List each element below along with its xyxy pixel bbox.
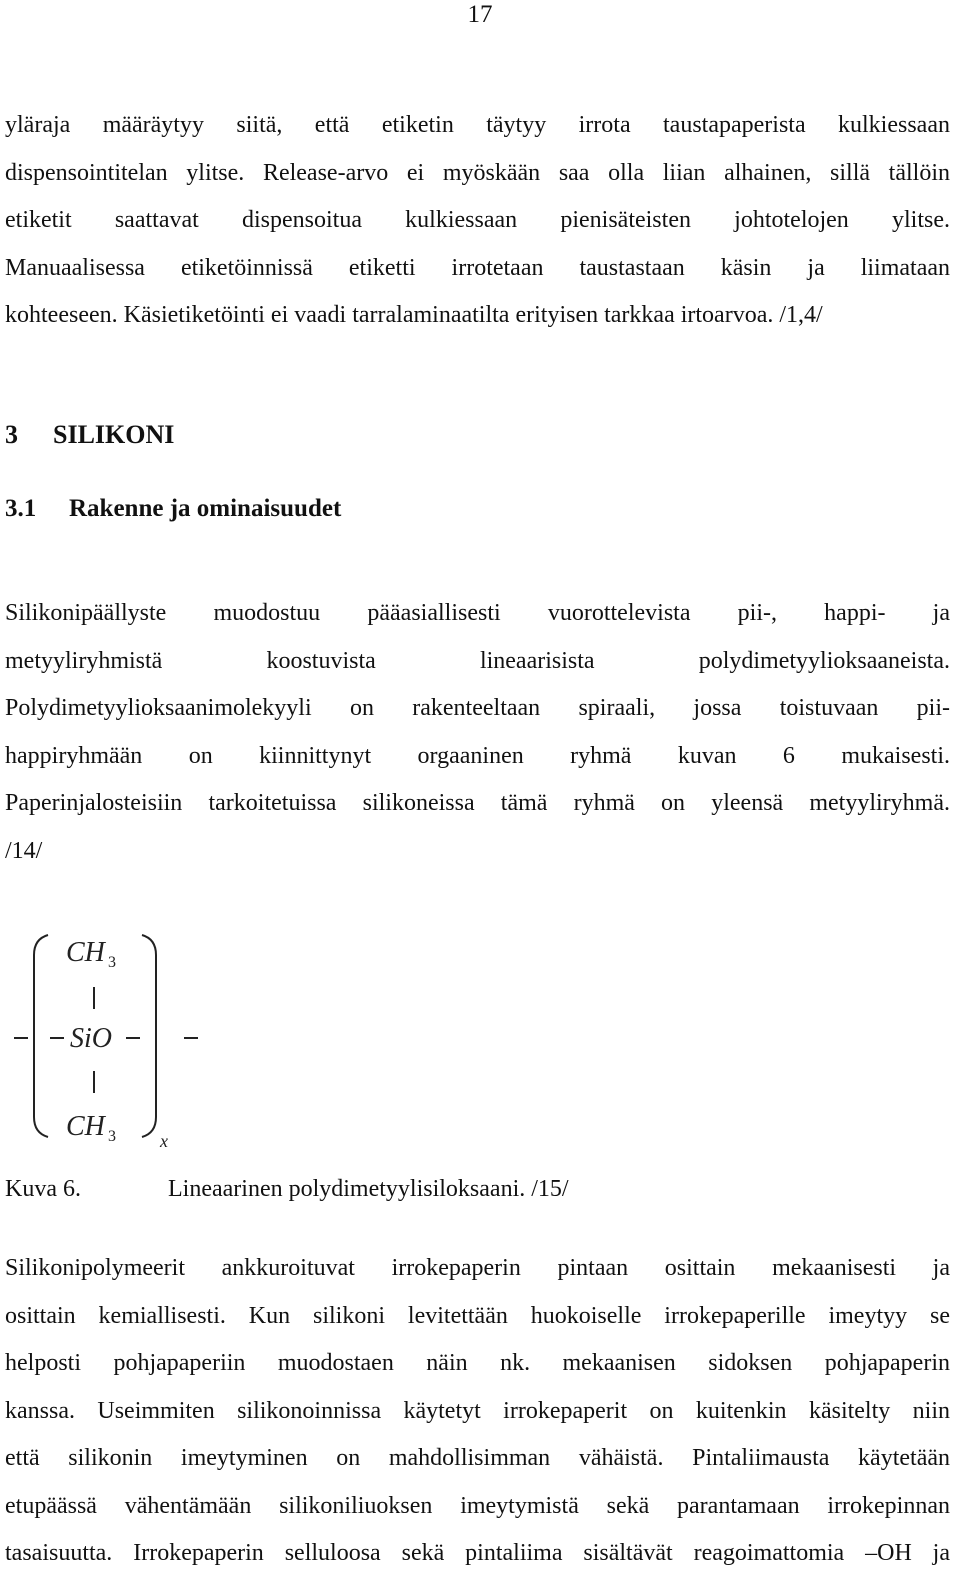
text-line: yläraja määräytyy siitä, että etiketin täytyy irrota taustapaperista kulkiessaan [5, 112, 950, 138]
subsection-title: Rakenne ja ominaisuudet [69, 495, 342, 522]
text-line: happiryhmään on kiinnittynyt orgaaninen ryhmä kuvan 6 mukaisesti. [5, 742, 950, 769]
paragraph-silicone-anchoring [5, 1245, 950, 1578]
silicon-oxygen-unit: SiO [70, 1023, 112, 1054]
text-line: etiketit saattavat dispensoitua kulkiessaan pienisäteisten johtotelojen ylitse. [5, 207, 950, 233]
section-title: SILIKONI [53, 420, 175, 449]
text-line: Manuaalisessa etiketöinnissä etiketti irrotetaan taustastaan käsin ja liimataan [5, 254, 950, 281]
paragraph-silicone-structure [5, 590, 950, 875]
repeat-index: x [160, 1131, 168, 1151]
text-line: kanssa. Useimmiten silikonoinnissa käytetyt irrokepaperit on kuitenkin käsitelty niin [5, 1397, 950, 1424]
top-methyl-group: CH [66, 937, 105, 968]
figure-caption-text: Lineaarinen polydimetyylisiloksaani. /15/ [168, 1176, 569, 1202]
subsection-number: 3.1 [5, 495, 37, 522]
text-line: tasaisuutta. Irrokepaperin selluloosa sekä pintaliima sisältävät reagoimattomia –OH ja [5, 1540, 950, 1566]
figure-caption [5, 1172, 569, 1206]
text-line: helposti pohjapaperiin muodostaen näin nk. mekaanisen sidoksen pohjapaperin [5, 1350, 950, 1376]
text-line: dispensointitelan ylitse. Release-arvo ei myöskään saa olla liian alhainen, sillä tällöin [5, 159, 950, 186]
pdms-structural-formula [4, 925, 208, 1153]
paragraph-release-value [5, 102, 950, 340]
text-line: Silikonipolymeerit ankkuroituvat irrokepaperin pintaan osittain mekaanisesti ja [5, 1255, 950, 1281]
text-line: kohteeseen. Käsietiketöinti ei vaadi tarralaminaatilta erityisen tarkkaa irtoarvoa. /1,4/ [5, 302, 823, 328]
text-line: Silikonipäällyste muodostuu pääasiallisesti vuorottelevista pii-, happi- ja [5, 600, 950, 626]
text-line: osittain kemiallisesti. Kun silikoni levitettään huokoiselle irrokepaperille imeytyy se [5, 1302, 950, 1329]
bottom-methyl-subscript: 3 [108, 1128, 116, 1145]
text-line: Paperinjalosteisiin tarkoitetuissa silikoneissa tämä ryhmä on yleensä metyyliryhmä. [5, 790, 950, 816]
right-parenthesis [142, 935, 156, 1137]
subsection-heading [5, 495, 341, 523]
page-number: 17 [467, 1, 493, 28]
left-parenthesis [34, 935, 48, 1137]
top-methyl-subscript: 3 [108, 954, 116, 971]
text-line: metyyliryhmistä koostuvista lineaarisista polydimetyylioksaaneista. [5, 647, 950, 674]
section-number: 3 [5, 420, 18, 449]
section-heading [5, 420, 174, 450]
figure-label: Kuva 6. [5, 1176, 81, 1202]
bottom-methyl-group: CH [66, 1111, 105, 1142]
text-line: että silikonin imeytyminen on mahdollisimman vähäistä. Pintaliimausta käytetään [5, 1445, 950, 1471]
text-line: etupäässä vähentämään silikoniliuoksen imeytymistä sekä parantamaan irrokepinnan [5, 1492, 950, 1519]
text-line: /14/ [5, 837, 43, 864]
text-line: Polydimetyylioksaanimolekyyli on rakenteeltaan spiraali, jossa toistuvaan pii- [5, 695, 950, 721]
